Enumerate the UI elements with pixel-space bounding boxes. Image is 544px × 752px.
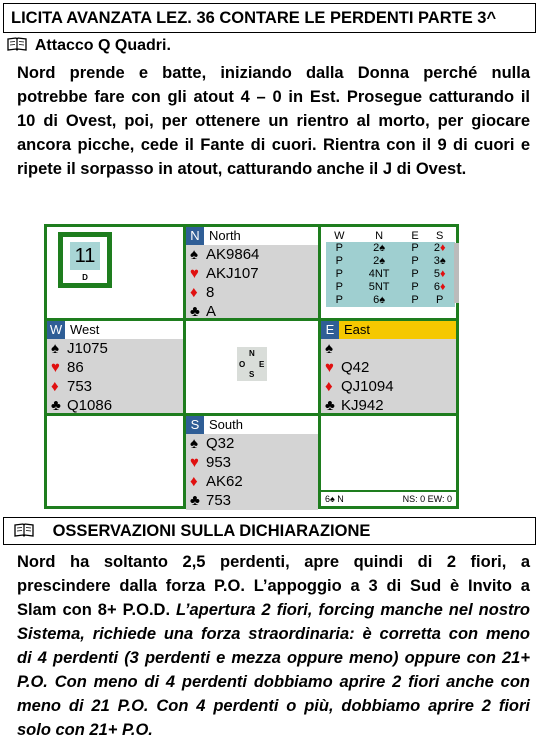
obs-line: Sistema, richiede una forza straordinaria: è corretta con meno	[17, 625, 530, 643]
club-icon: ♣	[190, 303, 200, 320]
auction-bid: P	[326, 242, 353, 255]
auction-bid: P	[326, 281, 353, 294]
lead-text: Attacco Q Quadri.	[34, 37, 171, 54]
seat-name-west: West	[70, 322, 100, 337]
seat-name-east: East	[344, 322, 371, 337]
auction-bid: P	[406, 294, 425, 307]
board-number-badge	[58, 232, 112, 288]
seat-tag-east: E	[321, 321, 339, 339]
east-diamonds: QJ1094	[341, 378, 394, 395]
intro-line: ripete il sorpasso in atout, catturando anche il J di Ovest.	[17, 160, 467, 178]
auction-header-west: W	[334, 229, 345, 242]
contract-status-bar	[321, 492, 456, 506]
heart-icon: ♥	[190, 265, 199, 282]
obs-line: solo con 21+ P.O.	[17, 721, 153, 739]
east-clubs: KJ942	[341, 397, 384, 414]
observations-paragraph	[17, 550, 530, 742]
west-diamonds: 753	[67, 378, 93, 395]
diamond-icon: ♦	[325, 378, 333, 395]
auction-bid: 6♦	[424, 281, 455, 294]
diamond-icon: ♦	[190, 473, 198, 490]
auction-bid: 5♦	[424, 268, 455, 281]
auction-table[interactable]	[326, 229, 455, 316]
auction-row	[326, 255, 455, 268]
intro-paragraph	[17, 61, 530, 181]
west-hand	[47, 321, 183, 413]
spade-icon: ♠	[190, 246, 198, 263]
club-icon: ♣	[325, 397, 335, 414]
compass-west: O	[239, 360, 246, 369]
south-spades: Q32	[206, 435, 235, 452]
west-clubs: Q1086	[67, 397, 113, 414]
east-hand	[321, 321, 456, 413]
auction-row	[326, 242, 455, 255]
heart-icon: ♥	[51, 359, 60, 376]
north-diamonds: 8	[206, 284, 215, 301]
compass-north: N	[249, 349, 255, 358]
seat-name-north: North	[209, 228, 241, 243]
north-hearts: AKJ107	[206, 265, 259, 282]
obs-line: prescindere dalla forza P.O. L’appoggio a 3 di Sud è Invito a	[17, 577, 530, 595]
board-number: 11	[70, 242, 100, 270]
vulnerability-label: NS: 0 EW: 0	[402, 494, 452, 504]
diamond-icon: ♦	[439, 242, 446, 254]
north-spades: AK9864	[206, 246, 260, 263]
obs-line: meno di 21 P.O. Con 4 perdenti o più, dobbiamo aprire 2 fiori	[17, 697, 530, 715]
auction-bid: 5NT	[353, 281, 406, 294]
west-hearts: 86	[67, 359, 84, 376]
auction-bid: 2♠	[353, 242, 406, 255]
auction-bid: 2♦	[424, 242, 455, 255]
spade-icon: ♠	[51, 340, 59, 357]
seat-name-south: South	[209, 417, 243, 432]
contract-label: 6♠ N	[325, 494, 344, 504]
heart-icon: ♥	[325, 359, 334, 376]
diamond-icon: ♦	[439, 281, 446, 293]
auction-row	[326, 268, 455, 281]
diamond-icon: ♦	[51, 378, 59, 395]
obs-line	[17, 598, 530, 622]
north-clubs: A	[206, 303, 217, 320]
obs-line: Nord ha soltanto 2,5 perdenti, apre quindi di 2 fiori, a	[17, 553, 530, 571]
lesson-title: LICITA AVANZATA LEZ. 36 CONTARE LE PERDENTI PARTE 3^	[3, 3, 536, 33]
obs-line: P.O. Con meno di 4 perdenti dobbiamo aprire 2 fiori anche con	[17, 673, 530, 691]
auction-bid: P	[424, 294, 455, 307]
west-spades: J1075	[67, 340, 108, 357]
book-icon	[14, 523, 34, 537]
auction-bid: 3♠	[424, 255, 455, 268]
north-hand	[186, 227, 318, 318]
dealer-label: D	[82, 273, 88, 282]
auction-bid: P	[326, 268, 353, 281]
south-hand	[186, 416, 318, 510]
intro-line: ancora picche, cede il Fante di cuori. Rientra con il 9 di cuori e	[17, 136, 530, 154]
seat-tag-south: S	[186, 416, 204, 434]
obs-line-italic: L’apertura 2 fiori, forcing manche nel nostro	[170, 601, 530, 619]
auction-header-north: N	[375, 229, 384, 242]
diamond-icon: ♦	[190, 284, 198, 301]
auction-bid: P	[406, 255, 425, 268]
auction-scrollbar[interactable]	[454, 243, 459, 303]
club-icon: ♣	[190, 492, 200, 509]
observations-title: OSSERVAZIONI SULLA DICHIARAZIONE	[52, 522, 371, 540]
auction-bid: 4NT	[353, 268, 406, 281]
south-clubs: 753	[206, 492, 232, 509]
east-hearts: Q42	[341, 359, 370, 376]
auction-row	[326, 281, 455, 294]
auction-bid: P	[326, 294, 353, 307]
auction-bid: P	[406, 281, 425, 294]
seat-tag-north: N	[186, 227, 204, 245]
seat-tag-west: W	[47, 321, 65, 339]
heart-icon: ♥	[190, 454, 199, 471]
obs-line-plain: Slam con 8+ P.O.D.	[17, 601, 171, 619]
south-diamonds: AK62	[206, 473, 243, 490]
auction-header-east: E	[411, 229, 419, 242]
spade-icon: ♠	[325, 340, 333, 357]
opening-lead-line	[7, 37, 171, 55]
intro-line: 10 di Ovest, poi, per ottenere un rientro al morto, per giocare	[17, 112, 530, 130]
auction-bid: P	[326, 255, 353, 268]
south-hearts: 953	[206, 454, 232, 471]
auction-header-south: S	[436, 229, 444, 242]
bridge-deal-diagram	[44, 224, 459, 509]
auction-bid: 6♠	[353, 294, 406, 307]
auction-row	[326, 294, 455, 307]
club-icon: ♣	[51, 397, 61, 414]
obs-line: di 4 perdenti (3 perdenti e mezza oppure meno) oppure con 21+	[17, 649, 530, 667]
observations-header	[3, 517, 536, 545]
compass-rose	[237, 347, 267, 381]
spade-icon: ♠	[190, 435, 198, 452]
intro-line: Nord prende e batte, iniziando dalla Donna perché nulla	[17, 64, 530, 82]
intro-line: potrebbe fare con gli atout 4 – 0 in Est. Prosegue catturando il	[17, 88, 530, 106]
compass-south: S	[249, 370, 255, 379]
book-icon	[7, 37, 27, 51]
auction-bid: 2♠	[353, 255, 406, 268]
diamond-icon: ♦	[439, 268, 446, 280]
auction-bid: P	[406, 268, 425, 281]
auction-bid: P	[406, 242, 425, 255]
compass-east: E	[259, 360, 265, 369]
